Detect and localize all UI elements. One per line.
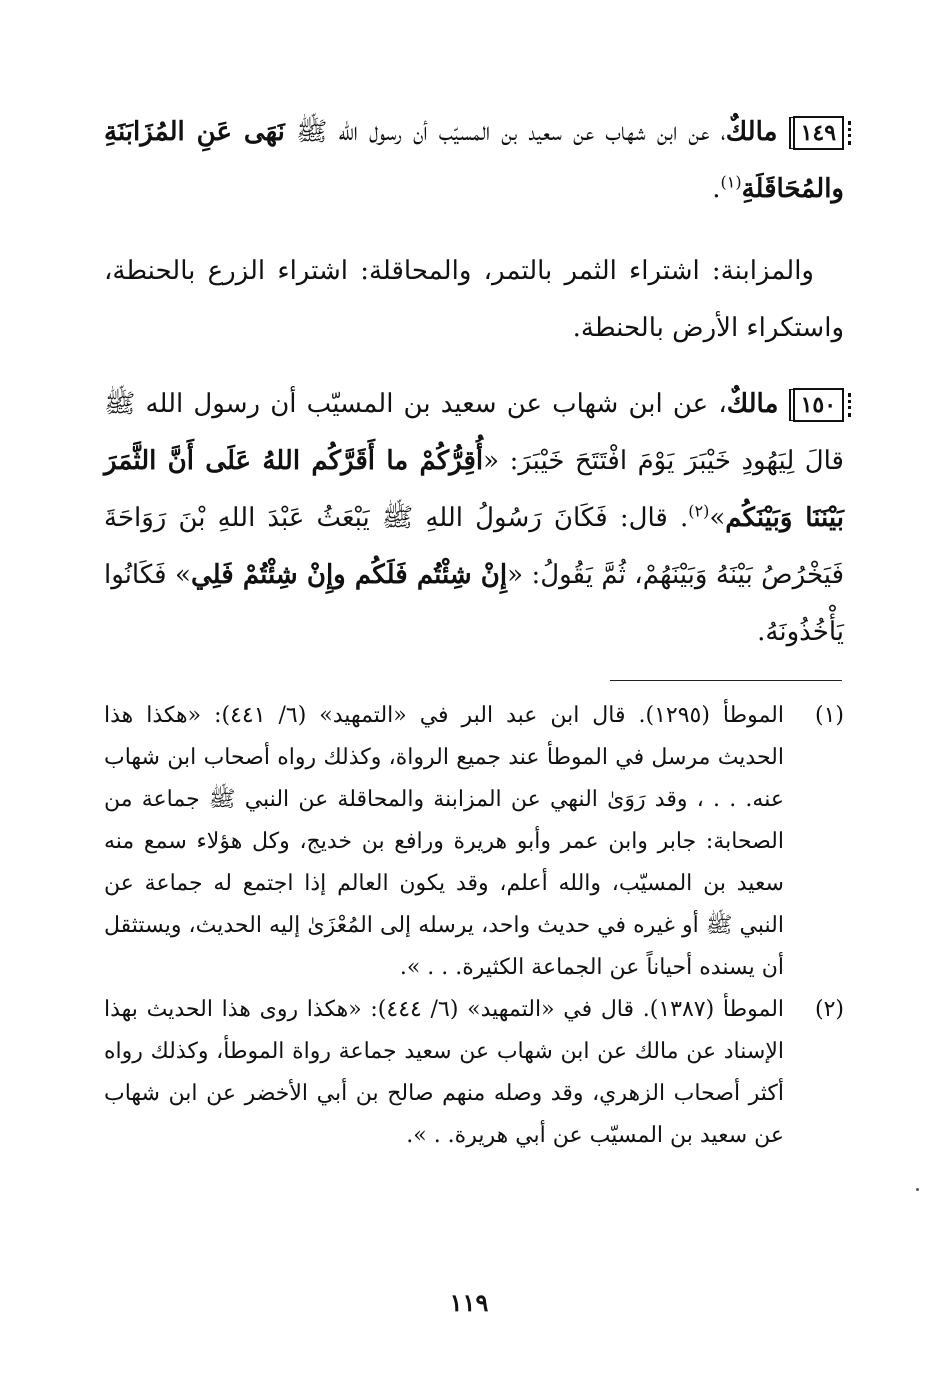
- hadith-text: نَهَى عَنِ المُزَابَنَةِ والمُحَاقَلَةِ: [104, 117, 844, 204]
- footnote-marker: (١): [814, 703, 844, 728]
- quote-1-close: »: [709, 503, 726, 533]
- footnote-separator: [610, 680, 842, 681]
- footnote-text: الموطأ (١٣٨٧). قال في «التمهيد» (٦/ ٤٤٤): «هكذا روى هذا الحديث بهذا الإسناد عن مالك عن ابن شهاب عن سعيد جماعة رواة الموطأ، وكذلك رواه أكثر أصحاب الزهري، وقد وصله منهم صالح بن أبي الأخضر عن ابن شهاب عن سعيد بن المسيّب عن أبي هريرة. . ».: [104, 997, 785, 1148]
- narrator-name: مالكٌ: [725, 117, 778, 147]
- footnote-2: [104, 989, 844, 1157]
- footnote-1: [104, 695, 844, 989]
- hadith-149: [104, 104, 844, 218]
- hadith-end: فَكَانُوا يَأْخُذُونَهُ.: [104, 560, 844, 647]
- hadith-middle: . قال: فَكَانَ رَسُولُ اللهِ ﷺ يَبْعَثُ عَبْدَ اللهِ بْنَ رَوَاحَةَ فَيَخْرُصُ بَيْنَهُ وَبَيْنَهُمْ، ثُمَّ يَقُولُ: «: [104, 503, 845, 590]
- footnote-text: الموطأ (١٢٩٥). قال ابن عبد البر في «التمهيد» (٦/ ٤٤١): «هكذا هذا الحديث مرسل في الموطأ عند جميع الرواة، وكذلك رواه أصحاب ابن شهاب عنه. . . ، وقد رَوَىٰ النهي عن المزابنة والمحاقلة عن النبي ﷺ جماعة من الصحابة: جابر وابن عمر وأبو هريرة ورافع بن خديج، وكل هؤلاء سمع منه سعيد بن المسيّب، والله أعلم، وقد يكون العالم إذا اجتمع له جماعة عن النبي ﷺ أو غيره في حديث واحد، يرسله إلى المُعْزَىٰ إليه الحديث، ويستثقل أن يسنده أحياناً عن الجماعة الكثيرة. . . ».: [104, 703, 784, 980]
- quote-2: إِنْ شِئْتُم فَلَكُم وإِنْ شِئْتُمْ فَلِي: [190, 560, 508, 590]
- hadith-150: [104, 376, 844, 661]
- footnotes: [104, 695, 844, 1157]
- quote-1: أُقِرُّكُمْ ما أَقَرَّكُم اللهُ عَلَى أَنَّ الثَّمَرَ بَيْنَنَا وَبَيْنَكُم: [104, 446, 844, 533]
- isnad-chain: ، عن ابن شهاب عن سعيد بن المسيّب أن رسول الله ﷺ: [295, 117, 726, 147]
- quote-2-close: »: [175, 560, 191, 590]
- footnote-ref-1: (١): [720, 172, 742, 192]
- scan-speck: [916, 1188, 919, 1191]
- hadith-number-box: ١٥٠: [793, 388, 844, 422]
- hadith-number-box: ١٤٩: [793, 116, 844, 150]
- isnad-chain: ، عن ابن شهاب عن سعيد بن المسيّب أن رسول الله ﷺ قالَ لِيَهُودِ خَيْبَرَ يَوْمَ افْتَتَحَ خَيْبَرَ: «: [104, 389, 844, 476]
- footnote-ref-2: (٢): [688, 501, 710, 521]
- page-number: ١١٩: [449, 1288, 489, 1317]
- explanation-block: [104, 243, 844, 357]
- footnote-marker: (٢): [814, 997, 844, 1022]
- narrator-name: مالكٌ: [726, 389, 779, 419]
- explanation-paragraph: والمزابنة: اشتراء الثمر بالتمر، والمحاقلة: اشتراء الزرع بالحنطة، واستكراء الأرض بالحنطة.: [104, 256, 844, 343]
- hadith-150-paragraph: [104, 376, 844, 661]
- hadith-end: .: [712, 174, 721, 204]
- hadith-149-paragraph: [104, 104, 844, 218]
